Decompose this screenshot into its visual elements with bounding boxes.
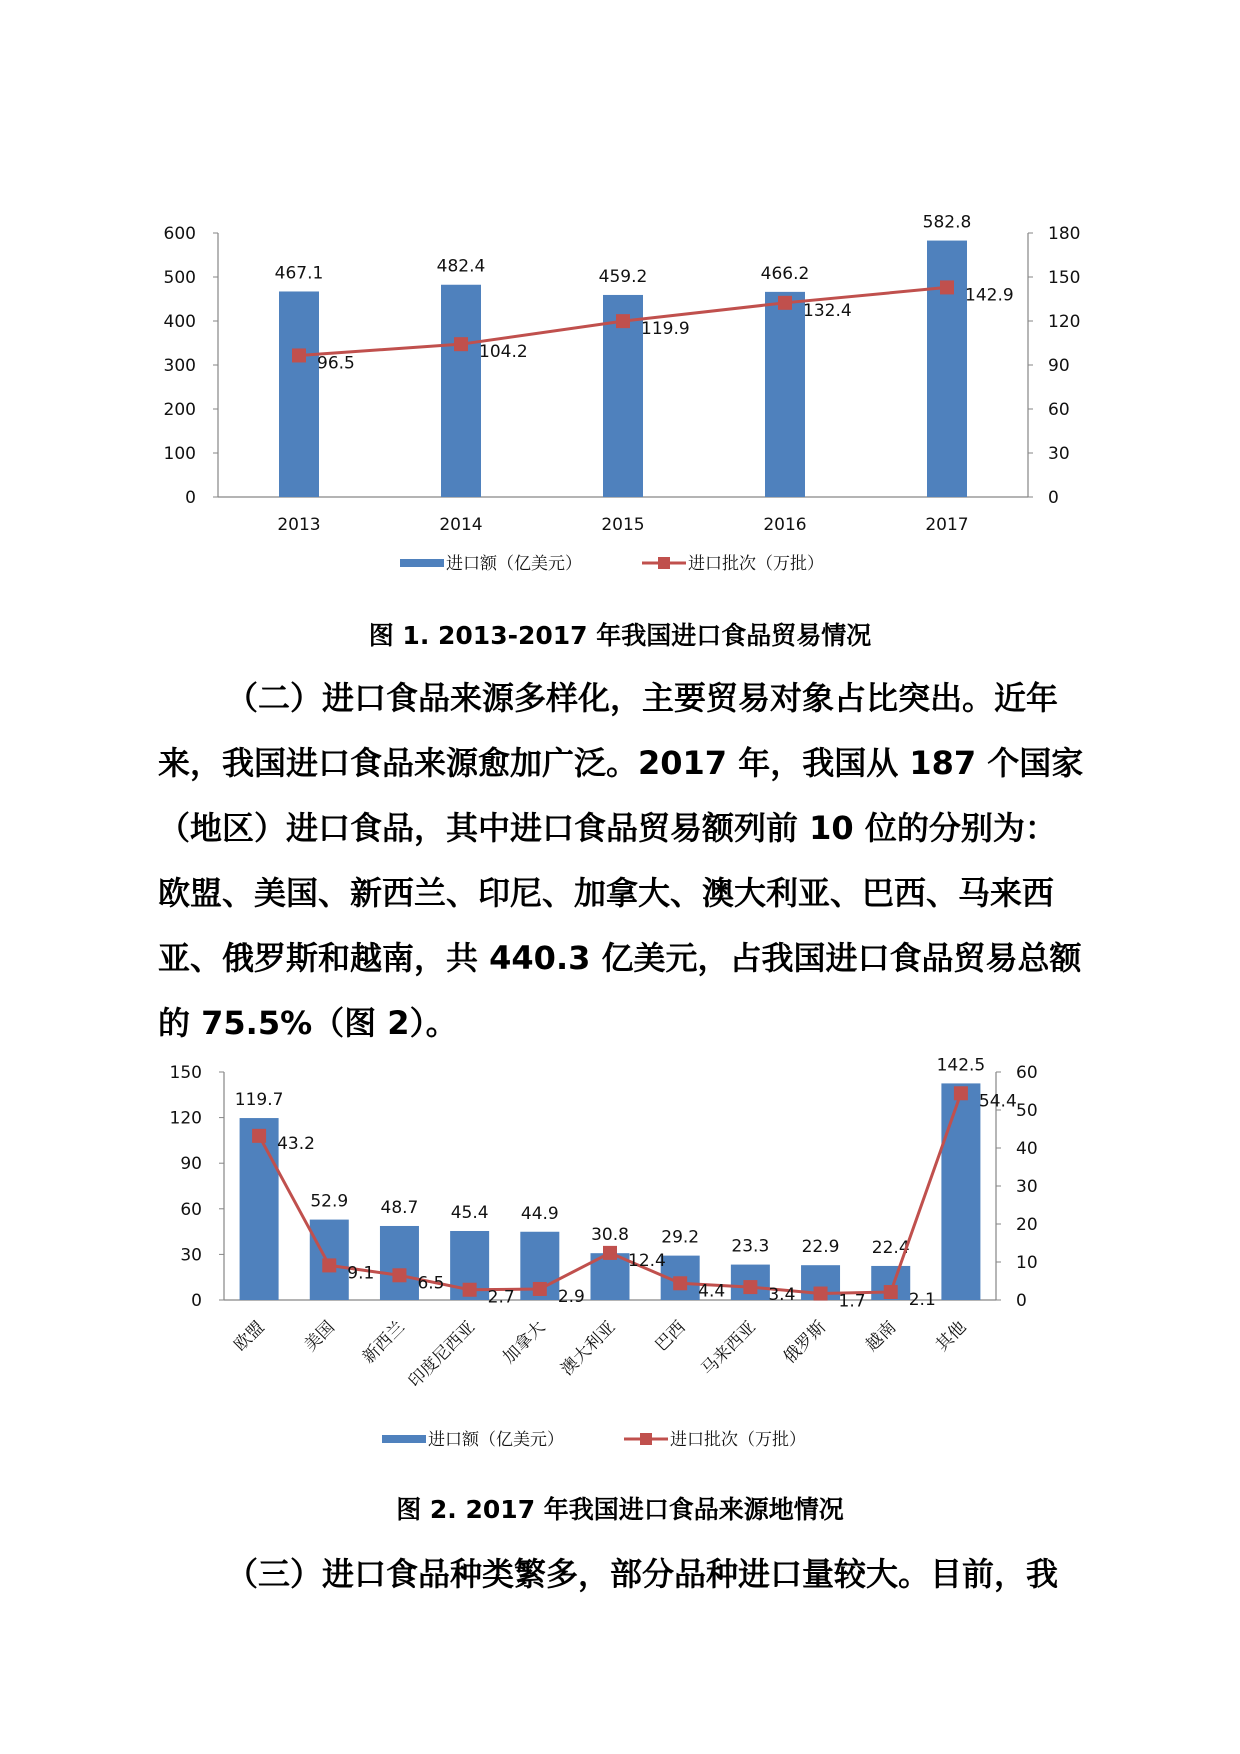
line-value-label: 132.4 — [803, 300, 852, 321]
legend-bar-label: 进口额（亿美元） — [428, 1430, 564, 1450]
line-marker — [673, 1276, 687, 1290]
paragraph-line: 欧盟、美国、新西兰、印尼、加拿大、澳大利亚、巴西、马来西 — [158, 874, 1055, 912]
legend-line-marker — [658, 557, 670, 569]
line-value-label: 6.5 — [417, 1273, 445, 1294]
bar-value-label: 52.9 — [310, 1191, 349, 1212]
bar — [927, 241, 967, 497]
category-label: 2017 — [925, 515, 969, 535]
right-tick-label: 20 — [1016, 1215, 1038, 1235]
line-marker — [392, 1268, 406, 1282]
left-tick-label: 60 — [180, 1199, 202, 1220]
bar-value-label: 22.4 — [871, 1237, 910, 1258]
category-label: 2016 — [763, 515, 807, 535]
line-value-label: 104.2 — [479, 342, 528, 363]
line-marker — [603, 1246, 617, 1260]
left-tick-label: 0 — [191, 1291, 202, 1311]
category-label: 俄罗斯 — [779, 1317, 831, 1368]
line-marker — [252, 1129, 266, 1143]
category-label: 欧盟 — [230, 1317, 269, 1356]
line-marker — [884, 1285, 898, 1299]
bar-value-label: 30.8 — [591, 1225, 629, 1246]
bar-value-label: 22.9 — [801, 1237, 840, 1258]
line-marker — [743, 1280, 757, 1294]
right-tick-label: 120 — [1048, 312, 1081, 332]
right-tick-label: 0 — [1016, 1291, 1027, 1311]
figure-2-chart — [0, 1045, 1240, 1465]
right-tick-label: 50 — [1016, 1101, 1038, 1121]
bar-value-label: 44.9 — [520, 1203, 559, 1224]
paragraph-line: （三）进口食品种类繁多，部分品种进口量较大。目前，我 — [226, 1555, 1059, 1593]
bar-value-label: 119.7 — [234, 1090, 284, 1111]
right-tick-label: 0 — [1048, 488, 1059, 508]
right-tick-label: 180 — [1048, 224, 1081, 244]
figure-1-svg — [0, 0, 1240, 600]
paragraph-line: 来，我国进口食品来源愈加广泛。2017 年，我国从 187 个国家 — [158, 744, 1084, 782]
category-label: 2013 — [277, 515, 321, 535]
legend-bar-swatch — [382, 1435, 426, 1443]
category-label: 新西兰 — [358, 1317, 409, 1368]
bar-value-label: 467.1 — [274, 263, 324, 284]
right-tick-label: 60 — [1016, 1063, 1038, 1083]
line-value-label: 96.5 — [317, 353, 355, 374]
right-tick-label: 10 — [1016, 1253, 1038, 1273]
right-tick-label: 60 — [1048, 400, 1070, 420]
left-tick-label: 600 — [163, 224, 196, 244]
bar — [765, 292, 805, 497]
line-value-label: 4.4 — [698, 1281, 726, 1302]
line-marker — [292, 348, 306, 362]
bar-value-label: 45.4 — [450, 1202, 489, 1223]
category-label: 澳大利亚 — [557, 1317, 620, 1380]
bar-value-label: 29.2 — [661, 1227, 700, 1248]
paragraph-line: （地区）进口食品，其中进口食品贸易额列前 10 位的分别为： — [158, 809, 1057, 847]
bar — [380, 1226, 419, 1300]
bar — [441, 285, 481, 497]
right-tick-label: 90 — [1048, 356, 1070, 376]
right-tick-label: 30 — [1016, 1177, 1038, 1197]
left-tick-label: 150 — [169, 1063, 202, 1083]
bar-value-label: 48.7 — [380, 1197, 419, 1218]
left-tick-label: 300 — [163, 356, 196, 376]
category-label: 马来西亚 — [697, 1317, 760, 1380]
line-marker — [454, 337, 468, 351]
line-value-label: 12.4 — [628, 1250, 666, 1271]
line-value-label: 3.4 — [768, 1285, 796, 1306]
legend-line-marker — [640, 1433, 652, 1445]
figure-1-caption: 图 1. 2013-2017 年我国进口食品贸易情况 — [368, 621, 872, 650]
line-marker — [533, 1282, 547, 1296]
bar — [941, 1083, 980, 1300]
category-label: 巴西 — [651, 1317, 690, 1356]
paragraph-varieties — [158, 1542, 1098, 1607]
category-label: 美国 — [300, 1317, 339, 1356]
paragraph-line: 的 75.5%（图 2）。 — [158, 1004, 458, 1042]
right-tick-label: 150 — [1048, 268, 1081, 288]
line-value-label: 2.9 — [557, 1286, 585, 1307]
bar-value-label: 582.8 — [922, 212, 972, 233]
line-value-label: 119.9 — [641, 319, 690, 340]
line-marker — [954, 1086, 968, 1100]
left-tick-label: 120 — [169, 1108, 202, 1129]
line-marker — [616, 314, 630, 328]
figure-2-caption: 图 2. 2017 年我国进口食品来源地情况 — [396, 1495, 844, 1524]
legend-bar-label: 进口额（亿美元） — [446, 554, 582, 574]
category-label: 越南 — [862, 1317, 901, 1356]
bar — [240, 1118, 279, 1300]
line-marker — [940, 280, 954, 294]
right-tick-label: 30 — [1048, 444, 1070, 464]
line-value-label: 2.7 — [487, 1287, 515, 1308]
bar — [279, 291, 319, 497]
line-value-label: 54.4 — [978, 1091, 1017, 1112]
bar-value-label: 482.4 — [436, 256, 486, 277]
line-value-label: 2.1 — [908, 1290, 936, 1311]
legend-line-label: 进口批次（万批） — [688, 554, 824, 574]
left-tick-label: 200 — [163, 400, 196, 420]
left-tick-label: 400 — [163, 312, 196, 332]
paragraph-line: 亚、俄罗斯和越南，共 440.3 亿美元，占我国进口食品贸易总额 — [158, 939, 1082, 977]
left-tick-label: 500 — [163, 268, 196, 288]
line-marker — [322, 1258, 336, 1272]
figure-2-svg — [0, 1045, 1240, 1465]
bar-value-label: 466.2 — [760, 263, 810, 284]
line-marker — [814, 1287, 828, 1301]
legend-line-label: 进口批次（万批） — [670, 1430, 806, 1450]
line-marker — [463, 1283, 477, 1297]
left-tick-label: 100 — [163, 444, 196, 464]
category-label: 加拿大 — [499, 1317, 550, 1368]
bar-value-label: 142.5 — [936, 1055, 986, 1076]
line-value-label: 142.9 — [965, 285, 1014, 306]
line-value-label: 43.2 — [277, 1133, 315, 1154]
line-value-label: 9.1 — [347, 1263, 375, 1284]
figure-1-chart — [0, 0, 1240, 600]
line-marker — [778, 296, 792, 310]
left-tick-label: 0 — [185, 488, 196, 508]
paragraph-line: （二）进口食品来源多样化，主要贸易对象占比突出。近年 — [226, 679, 1059, 717]
legend-bar-swatch — [400, 559, 444, 567]
bar-value-label: 23.3 — [731, 1236, 770, 1257]
paragraph-sources — [158, 666, 1098, 1056]
category-label: 印度尼西亚 — [404, 1317, 480, 1392]
left-tick-label: 30 — [180, 1245, 202, 1266]
category-label: 2015 — [601, 515, 645, 535]
left-tick-label: 90 — [180, 1154, 202, 1175]
category-label: 2014 — [439, 515, 483, 535]
category-label: 其他 — [932, 1317, 971, 1356]
bar-value-label: 459.2 — [598, 266, 648, 287]
right-tick-label: 40 — [1016, 1139, 1038, 1159]
line-value-label: 1.7 — [838, 1291, 866, 1312]
